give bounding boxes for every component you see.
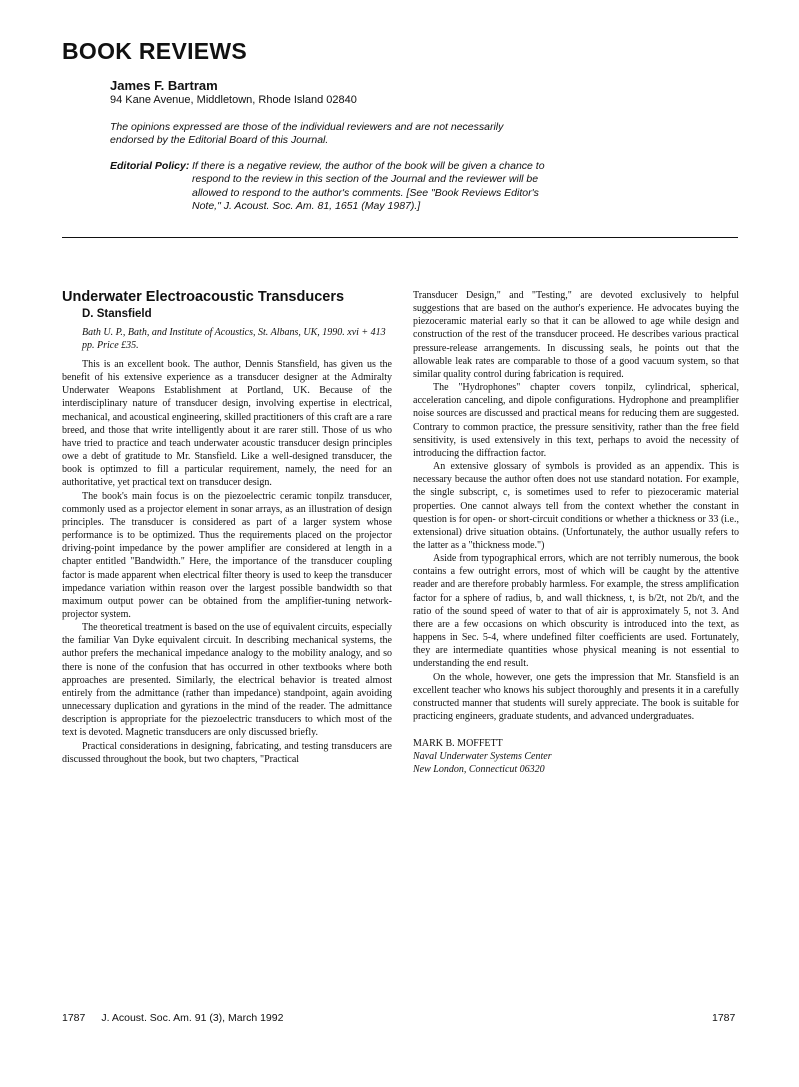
book-publication-info: Bath U. P., Bath, and Institute of Acoustics, St. Albans, UK, 1990. xvi + 413 pp. Price £35. [82, 327, 386, 351]
review-paragraph: An extensive glossary of symbols is provided as an appendix. This is necessary because the author often does not use standard notation. For example, the single subscript, c, is sometimes used to refer to piezoceramic material properties. One cannot always tell from the context whether the constant in question is for open- or short-circuit conditions or whether a thickness or 33 (i.e., extensional) drive situation obtains. (Unfortunately, the author usually refers to the latter as a "thickness mode.") [413, 461, 739, 551]
section-title: BOOK REVIEWS [62, 38, 248, 64]
book-author: D. Stansfield [82, 308, 152, 320]
review-paragraph: This is an excellent book. The author, Dennis Stansfield, has given us the benefit of his extensive experience as a transducer designer at the Admiralty Underwater Weapons Establishment at Portland, UK. Because of the interdisciplinary nature of transducer design, involving expertise in electrical, mechanical, and acoustical engineering, skilled practitioners of this craft are a rare breed, and those that write intelligently about it are rarer still. Those of us who have tried to practice and teach underwater acoustic transducer design principles owe a debt of gratitude to Mr. Stansfield. Like a well-designed transducer, the book is optimzed to fill a particular requirement, namely, the need for an authoritative, yet practical text on transducer design. [62, 359, 392, 489]
review-paragraph: The theoretical treatment is based on the use of equivalent circuits, especially the familiar Van Dyke equivalent circuit. In describing mechanical systems, the author prefers the mechanical impedance analogy to the mobility analogy, and so there is none of the confusion that has occurred in other textbooks where both approaches are presented. Similarly, the electrical behavior is treated almost entirely from the admittance (rather than impedance) standpoint, again avoiding unnecessary duplication and gyrations in the mind of the reader. The admittance description is appropriate for the piezoelectric transducers to which most of the text is devoted. Magnetic transducers are only discussed briefly. [62, 622, 392, 739]
reviewer-location: New London, Connecticut 06320 [413, 764, 545, 776]
reviewer-signature [413, 737, 739, 776]
editor-name: James F. Bartram [110, 78, 218, 93]
page-number-right: 1787 [712, 1012, 736, 1024]
editorial-policy [110, 160, 550, 214]
review-title: Underwater Electroacoustic Transducers [62, 289, 345, 305]
review-paragraph: The book's main focus is on the piezoelectric ceramic tonpilz transducer, commonly used as a projector element in sonar arrays, as an illustration of design principles. The transducer is considered as part of a larger system whose performance is to be optimized. Thus the requirements placed on the projector driving-point impedance by the power amplifier are considered at length in a chapter entitled "Bandwidth." Here, the importance of the transducer coupling factor is made apparent when electrical filter theory is used to keep the transducer impedance variation within reason over the largest possible bandwidth so that maximum output power can be obtained from the amplifier-tuning network-projector system. [62, 490, 392, 620]
reviewer-organization: Naval Underwater Systems Center [413, 751, 552, 763]
review-paragraph: On the whole, however, one gets the impression that Mr. Stansfield is an excellent teacher who knows his subject thoroughly and presents it in a carefully constructed manner that students will surely appreciate. The book is suitable for practicing engineers, graduate students, and advanced undergraduates. [413, 671, 739, 722]
footer-left [62, 1012, 283, 1024]
disclaimer: The opinions expressed are those of the individual reviewers and are not necessarily endorsed by the Editorial Board of this Journal. [110, 121, 504, 146]
review-paragraph: Practical considerations in designing, fabricating, and testing transducers are discussed throughout the book, but two chapters, "Practical [62, 740, 392, 765]
policy-text: If there is a negative review, the author of the book will be given a chance to respond to the review in this section of the Journal and the reviewer will be allowed to respond to the author's comments. [See "Book Reviews Editor's Note," J. Acoust. Soc. Am. 81, 1651 (May 1987).] [192, 160, 545, 213]
editor-address: 94 Kane Avenue, Middletown, Rhode Island 02840 [110, 94, 357, 106]
header-divider [62, 237, 738, 238]
left-column [62, 289, 392, 766]
review-paragraph: Transducer Design," and "Testing," are devoted exclusively to helpful suggestions that are based on the author's experience. He advocates buying the piezoceramic material early so that it can be allowed to age while design and construction of the rest of the transducer proceed. He describes various practical pressure-release arrangements. In discussing seals, he points out that the allowable leak rates are comparable to those of a good vacuum system, so that similar quality control during fabrication is required. [413, 290, 739, 380]
review-paragraph: Aside from typographical errors, which are not terribly numerous, the book contains a few outright errors, most of which will be caught by the attentive reader and are therefore probably harmless. For example, the stress amplification factor for a sphere of radius, b, and wall thickness, t, is b/2t, not 2b/t, and the ratio of the sound speed of water to that of air is approximately 5, not 3. And there are a few occasions on which obscurity is introduced into the text, as happens in Sec. 5-4, where undefined filter coefficients are used. Fortunately, they are intermediate quantities whose physical meaning is not essential to understanding the end result. [413, 553, 739, 670]
reviewer-name: MARK B. MOFFETT [413, 738, 503, 750]
page-number-left: 1787 [62, 1012, 86, 1024]
journal-citation: J. Acoust. Soc. Am. 91 (3), March 1992 [101, 1012, 284, 1024]
review-paragraph: The "Hydrophones" chapter covers tonpilz, cylindrical, spherical, acceleration canceling, and dipole configurations. Hydrophone and preamplifier noise sources are discussed and practical means for reducing them are suggested. Contrary to common practice, the pressure sensitivity, rather than the free field sensitivity, is used extensively in this text, perhaps to avoid the necessity of introducing the diffraction factor. [413, 382, 739, 459]
right-column [413, 289, 739, 776]
policy-label: Editorial Policy: [110, 160, 190, 172]
